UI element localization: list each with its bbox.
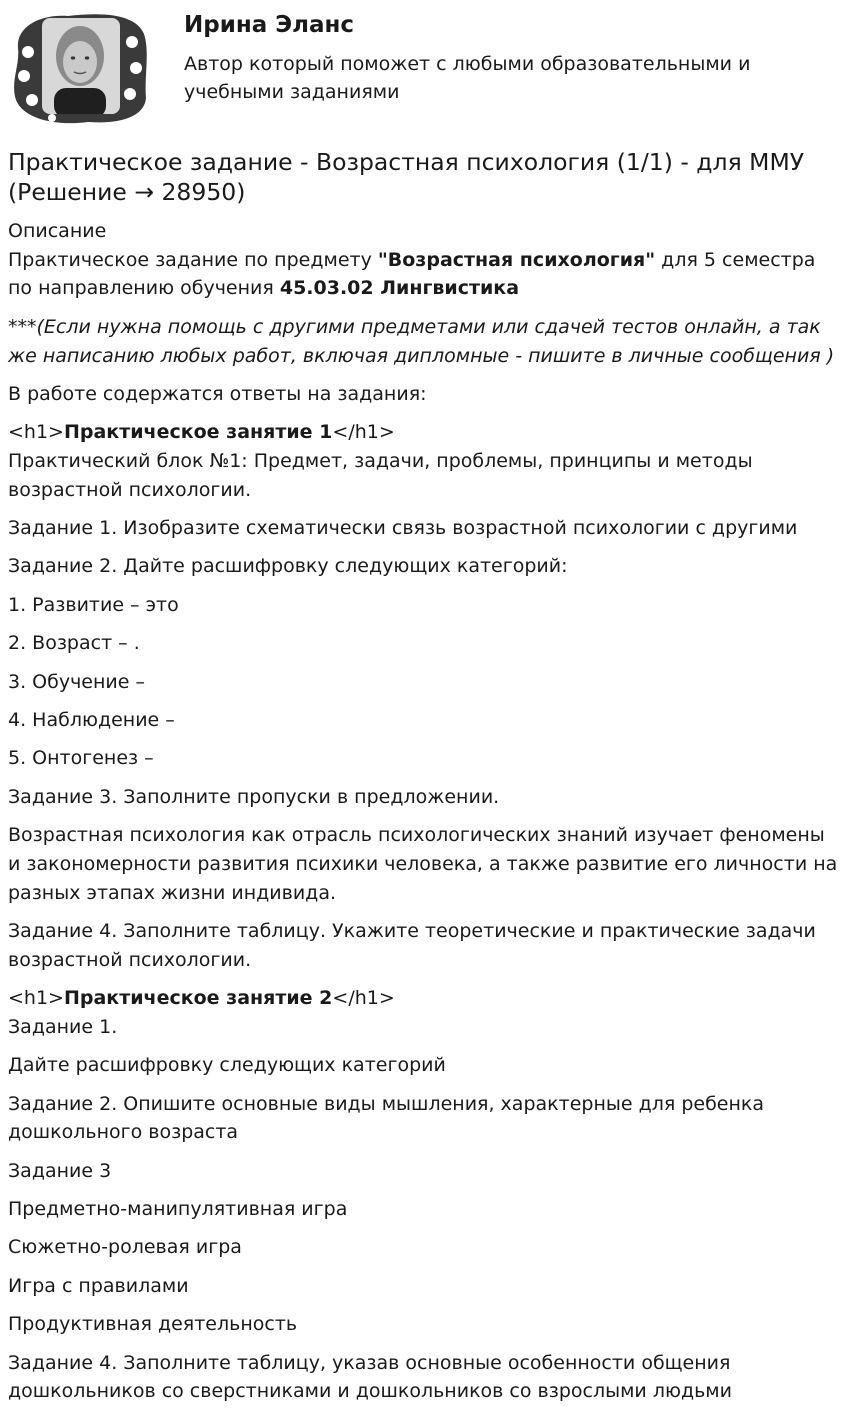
list-item: Сюжетно-ролевая игра: [8, 1236, 242, 1259]
lesson1-close-tag: </h1>: [332, 421, 395, 444]
lesson2-heading: [8, 984, 842, 1013]
list-item: Игра с правилами: [8, 1274, 189, 1297]
lesson2-open-tag: <h1>: [8, 987, 64, 1010]
main-content: [8, 147, 842, 1416]
list-item: 1. Развитие – это: [8, 593, 179, 616]
list-item: Продуктивная деятельность: [8, 1313, 298, 1336]
lesson2-task3: Задание 3: [8, 1159, 112, 1182]
lesson1-task1: Задание 1. Изобразите схематически связь возрастной психологии с другими: [8, 517, 798, 540]
lesson1-task4: Задание 4. Заполните таблицу. Укажите теоретические и практические задачи возрастной психологии.: [8, 920, 816, 971]
lesson2-task1: Задание 1.: [8, 1015, 118, 1038]
author-header: [0, 0, 847, 140]
lesson1-heading: [8, 418, 842, 447]
author-avatar[interactable]: [8, 8, 150, 126]
list-item: 5. Онтогенез –: [8, 747, 154, 770]
lesson1-open-tag: <h1>: [8, 421, 64, 444]
lesson2-title: Практическое занятие 2: [63, 987, 333, 1010]
page-title: Практическое задание - Возрастная психология (1/1) - для ММУ (Решение → 28950): [8, 148, 805, 206]
lesson1-title: Практическое занятие 1: [63, 421, 333, 444]
lesson1-task3: Задание 3. Заполните пропуски в предложении.: [8, 785, 500, 808]
list-item: 4. Наблюдение –: [8, 709, 175, 732]
lesson2-close-tag: </h1>: [332, 987, 395, 1010]
intro-subject: "Возрастная психология": [377, 248, 656, 271]
list-item: 2. Возраст – .: [8, 632, 140, 655]
intro-paragraph: [8, 246, 842, 303]
description-label: Описание: [8, 220, 107, 242]
lesson2-task4: Задание 4. Заполните таблицу, указав основные особенности общения дошкольников со сверстниками и дошкольников со взрослыми людьми: [8, 1351, 732, 1403]
intro-part1: Практическое задание по предмету: [8, 248, 378, 271]
intro-direction: 45.03.02 Лингвистика: [279, 277, 520, 300]
notice-paragraph: ***(Если нужна помощь с другими предметами или сдачей тестов онлайн, а так же написанию любых работ, включая дипломные - пишите в личные сообщения ): [8, 315, 835, 367]
lesson2-task2: Задание 2. Опишите основные виды мышления, характерные для ребенка дошкольного возраста: [8, 1092, 765, 1144]
intro-part2: для 5 семестра по направлению обучения: [8, 248, 816, 300]
lesson1-block: Практический блок №1: Предмет, задачи, проблемы, принципы и методы возрастной психологии.: [8, 449, 753, 501]
list-item: 3. Обучение –: [8, 670, 145, 693]
author-name[interactable]: Ирина Эланс: [184, 12, 355, 38]
list-item: Предметно-манипулятивная игра: [8, 1198, 348, 1221]
lesson2-task1-text: Дайте расшифровку следующих категорий: [8, 1054, 446, 1077]
lesson1-task2: Задание 2. Дайте расшифровку следующих категорий:: [8, 555, 568, 578]
author-description: Автор который поможет с любыми образовательными и учебными заданиями: [184, 53, 751, 103]
lesson1-task3-text: Возрастная психология как отрасль психологических знаний изучает феномены и закономерности развития психики человека, а также развитие его личности на разных этапах жизни индивида.: [8, 824, 838, 904]
contains-paragraph: В работе содержатся ответы на задания:: [8, 382, 427, 405]
